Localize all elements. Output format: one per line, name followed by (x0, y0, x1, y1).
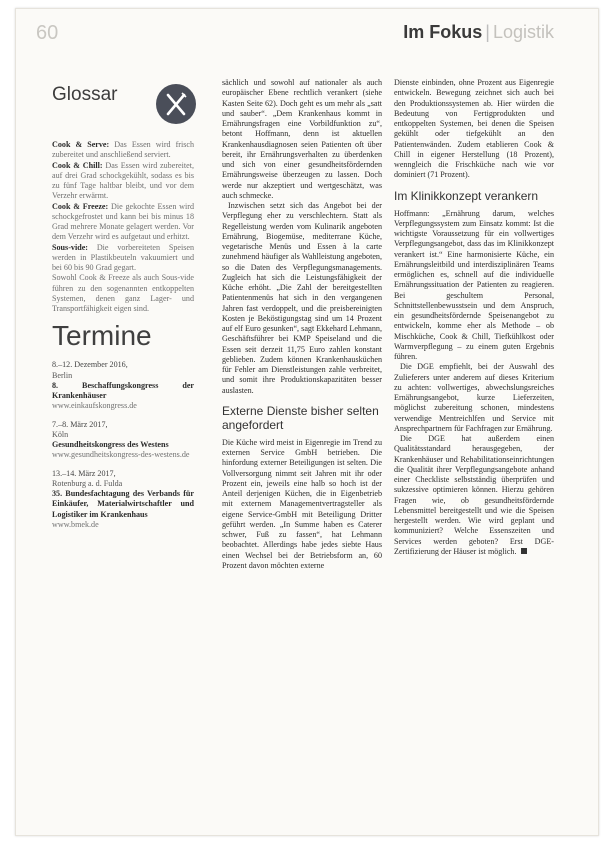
section-separator: | (485, 22, 490, 42)
glossar-header (52, 78, 194, 140)
body-paragraph: Dienste einbinden, ohne Prozent aus Eigenregie entwickeln. Bewegung zeichnet sich auch bei den Produktionssystemen ab. Hier würden die Bedeutung von Fertigprodukten und entkoppelten Systemen, bei denen die Speisen gekühlt oder tiefgekühlt an den Patientenwänden. Zudem etablieren Cook & Chill in eigener Herstellung (18 Prozent), wenngleich die Frischküche nach wie vor dominiert (71 Prozent). (394, 78, 554, 180)
event-city: Köln (52, 429, 69, 439)
event-title: 8. Beschaffungskongress der Krankenhäuser (52, 380, 194, 400)
event-date: 13.–14. März 2017, (52, 468, 116, 478)
body-paragraph: Inzwischen setzt sich das Angebot bei der Verpflegung eher zu verschlechtern. Statt als Regelleistung werden vom Kulinarik angeboten Ernährung, Biogemüse, mediterrane Küche, vegetarische Menüs und Essen à la carte zunehmend häufiger als Wahlleistung angeboten, so die Daten des Verpflegungsmanagements. Zugleich hat sich die Leistungsfähigkeit der Küche erhöht. „Die Zahl der bereitgestellten Patientenmenüs hat sich in den vergangenen Jahren fast verdoppelt, und die preisbereinigten Kosten je Beköstigungstag sind um 14 Prozent auf elf Euro gesunken“, sagt Ekkehard Lehmann, Geschäftsführer bei KMP Speiseland und die Essen seit derzeit 11,75 Euro zahlen konstant geblieben. Zudem können Krankenhausküchen für Fehler am Dienstleistungen zahle verbreitet, und somit ihre Produktionskapazitäten besser auslasten. (222, 201, 382, 395)
glossar-entry: Cook & Freeze: Die gekochte Essen wird schockgefrostet und kann bei bis minus 18 Grad mehrere Monate gelagert werden. Vor dem Verzehr wird es aufgetaut und erhitzt. (52, 201, 194, 242)
glossar-entry: Cook & Serve: Das Essen wird frisch zubereitet und anschließend serviert. (52, 140, 194, 160)
termine-title: Termine (52, 320, 152, 352)
event-title: Gesundheitskongress des Westens (52, 440, 169, 449)
event-item (52, 360, 194, 411)
body-paragraph-text: Die DGE hat außerdem einen Qualitätsstandard herausgegeben, der Krankenhäuser und Rehabilitationseinrichtungen die Qualität ihrer Verpflegungsangebote anhand einer Checkliste selbstständig überprüfen und sukzessive optimieren können. Hierzu gehören Fragen wie, ob gesundheitsfördernde Lebensmittel bereitgestellt und wie die Speisen hergestellt werden. Wie wird geplant und kommuniziert? Welche Essenszeiten und Services werden geboten? Erst DGE-Zertifizierung der Häuser ist möglich. (394, 434, 554, 556)
event-url[interactable]: www.gesundheitskongress-des-westens.de (52, 450, 190, 460)
events-list (52, 360, 194, 530)
left-column (52, 78, 194, 538)
page-number: 60 (36, 22, 59, 44)
glossar-list (52, 140, 194, 314)
body-paragraph: Die DGE empfiehlt, bei der Auswahl des Zulieferers unter anderem auf dieses Kriterium zu achten: vollwertiges, abwechslungsreiches Ernährungsangebot, kurze Lieferzeiten, möglichst zubereitung schonen, mindestens verwendige Mentreichlfen und Service mit Ansprechpartnern für Fachfragen zur Ernährung. (394, 362, 554, 433)
middle-column (222, 78, 382, 571)
subheading-clinic-concept: Im Klinikkonzept verankern (394, 188, 539, 203)
glossar-entry: Sous-vide: Die vorbereiteten Speisen werden in Plastikbeuteln vakuumiert und bei 60 bis 90 Grad gegart. (52, 242, 195, 272)
glossar-title: Glossar (52, 84, 118, 105)
glossar-entry: Cook & Chill: Das Essen wird zubereitet, auf drei Grad schockgekühlt, sodass es bis zu fünf Tage haltbar bleibt, und vor dem Verzehr erwärmt. (52, 160, 194, 201)
event-title: 35. Bundesfachtagung des Verbands für Einkäufer, Materialwirtschaftler und Logistiker im Krankenhaus (52, 489, 194, 519)
section-header (403, 22, 554, 43)
body-paragraph: Die Küche wird meist in Eigenregie im Trend zu externen Service GmbH betrieben. Die hinfordung externer Beteiligungen ist selten. Die Vollversorgung nimmt seit Jahren mit ihr oder Prozent ein, jeweils eine halb so hoch ist der Anteil derjenigen Küchen, die in Eigenbetrieb mit externem Managementvertragsteller als eigene Service-GmbH mit Beteiligung Dritter geführt werden. „In Summe haben es Caterer schwer, Fuß zu fassen“, hat Lehmann beobachtet. Allerdings habe jedes siebte Haus einen Wechsel bei der Betriebsform an, 60 Prozent davon möchten externe (222, 437, 382, 570)
event-url[interactable]: www.bmek.de (52, 519, 99, 529)
body-paragraph: sächlich und sowohl auf nationaler als auch europäischer Ebene rechtlich verankert (siehe Kasten Seite 62). Doch geht es um mehr als „satt und sauber“. „Dem Krankenhaus kommt in Ernährungsfragen eine Vorbildfunktion zu“, betont Hoffmann, denn ist aktuellen Krankenhausdiagnosen seien Patienten oft über bereit, ihr Ernährungsverhalten zu überdenken und sich von einer gesundheitsfördernden Ernährungsweise überzeugen zu lassen. Doch werde nur akzeptiert und wertgeschätzt, was auch schmecke. (222, 78, 382, 200)
event-date: 8.–12. Dezember 2016, (52, 360, 128, 370)
event-city: Berlin (52, 370, 73, 380)
right-column (394, 78, 554, 557)
event-item (52, 469, 194, 531)
event-city: Rotenburg a. d. Fulda (52, 478, 123, 488)
body-paragraph: Hoffmann: „Ernährung darum, welches Verpflegungssystem zum Einsatz kommt: Ist die wichtigste Voraussetzung für ein vollwertiges Verpflegungsangebot, dass das im Klinikkonzept verankert ist.“ Eine harmonisierte Küche, ein Ernährungsleitbild und interdisziplinären Teams ermöglichen es, schnell auf die individuelle Ernährungssituation der Patienten zu reagieren. Bei geschultem Personal, Schnittstellenbewusstsein und dem Anspruch, ein gesundheitsfördernde Speisenangebot zu entwickeln, komme eher als Methode – ob Mischküche, Cook & Chill, Tiefkühlkost oder Warmverpflegung – zu einem guten Ergebnis führen. (394, 208, 554, 361)
event-date: 7.–8. März 2017, (52, 419, 108, 429)
body-paragraph (394, 434, 554, 557)
event-item (52, 420, 194, 461)
end-mark (521, 548, 527, 554)
section-title: Im Fokus (403, 22, 483, 42)
fork-knife-icon (156, 84, 196, 124)
subheading-external-services: Externe Dienste bisher selten angefordert (222, 403, 379, 432)
event-url[interactable]: www.einkaufskongress.de (52, 401, 137, 411)
glossar-entry: Sowohl Cook & Freeze als auch Sous-vide führen zu den sogenannten entkoppelten Systemen, denen ganz Lager- und Transportfähigkeit eigen sind. (52, 273, 194, 313)
section-subtitle: Logistik (492, 22, 554, 42)
